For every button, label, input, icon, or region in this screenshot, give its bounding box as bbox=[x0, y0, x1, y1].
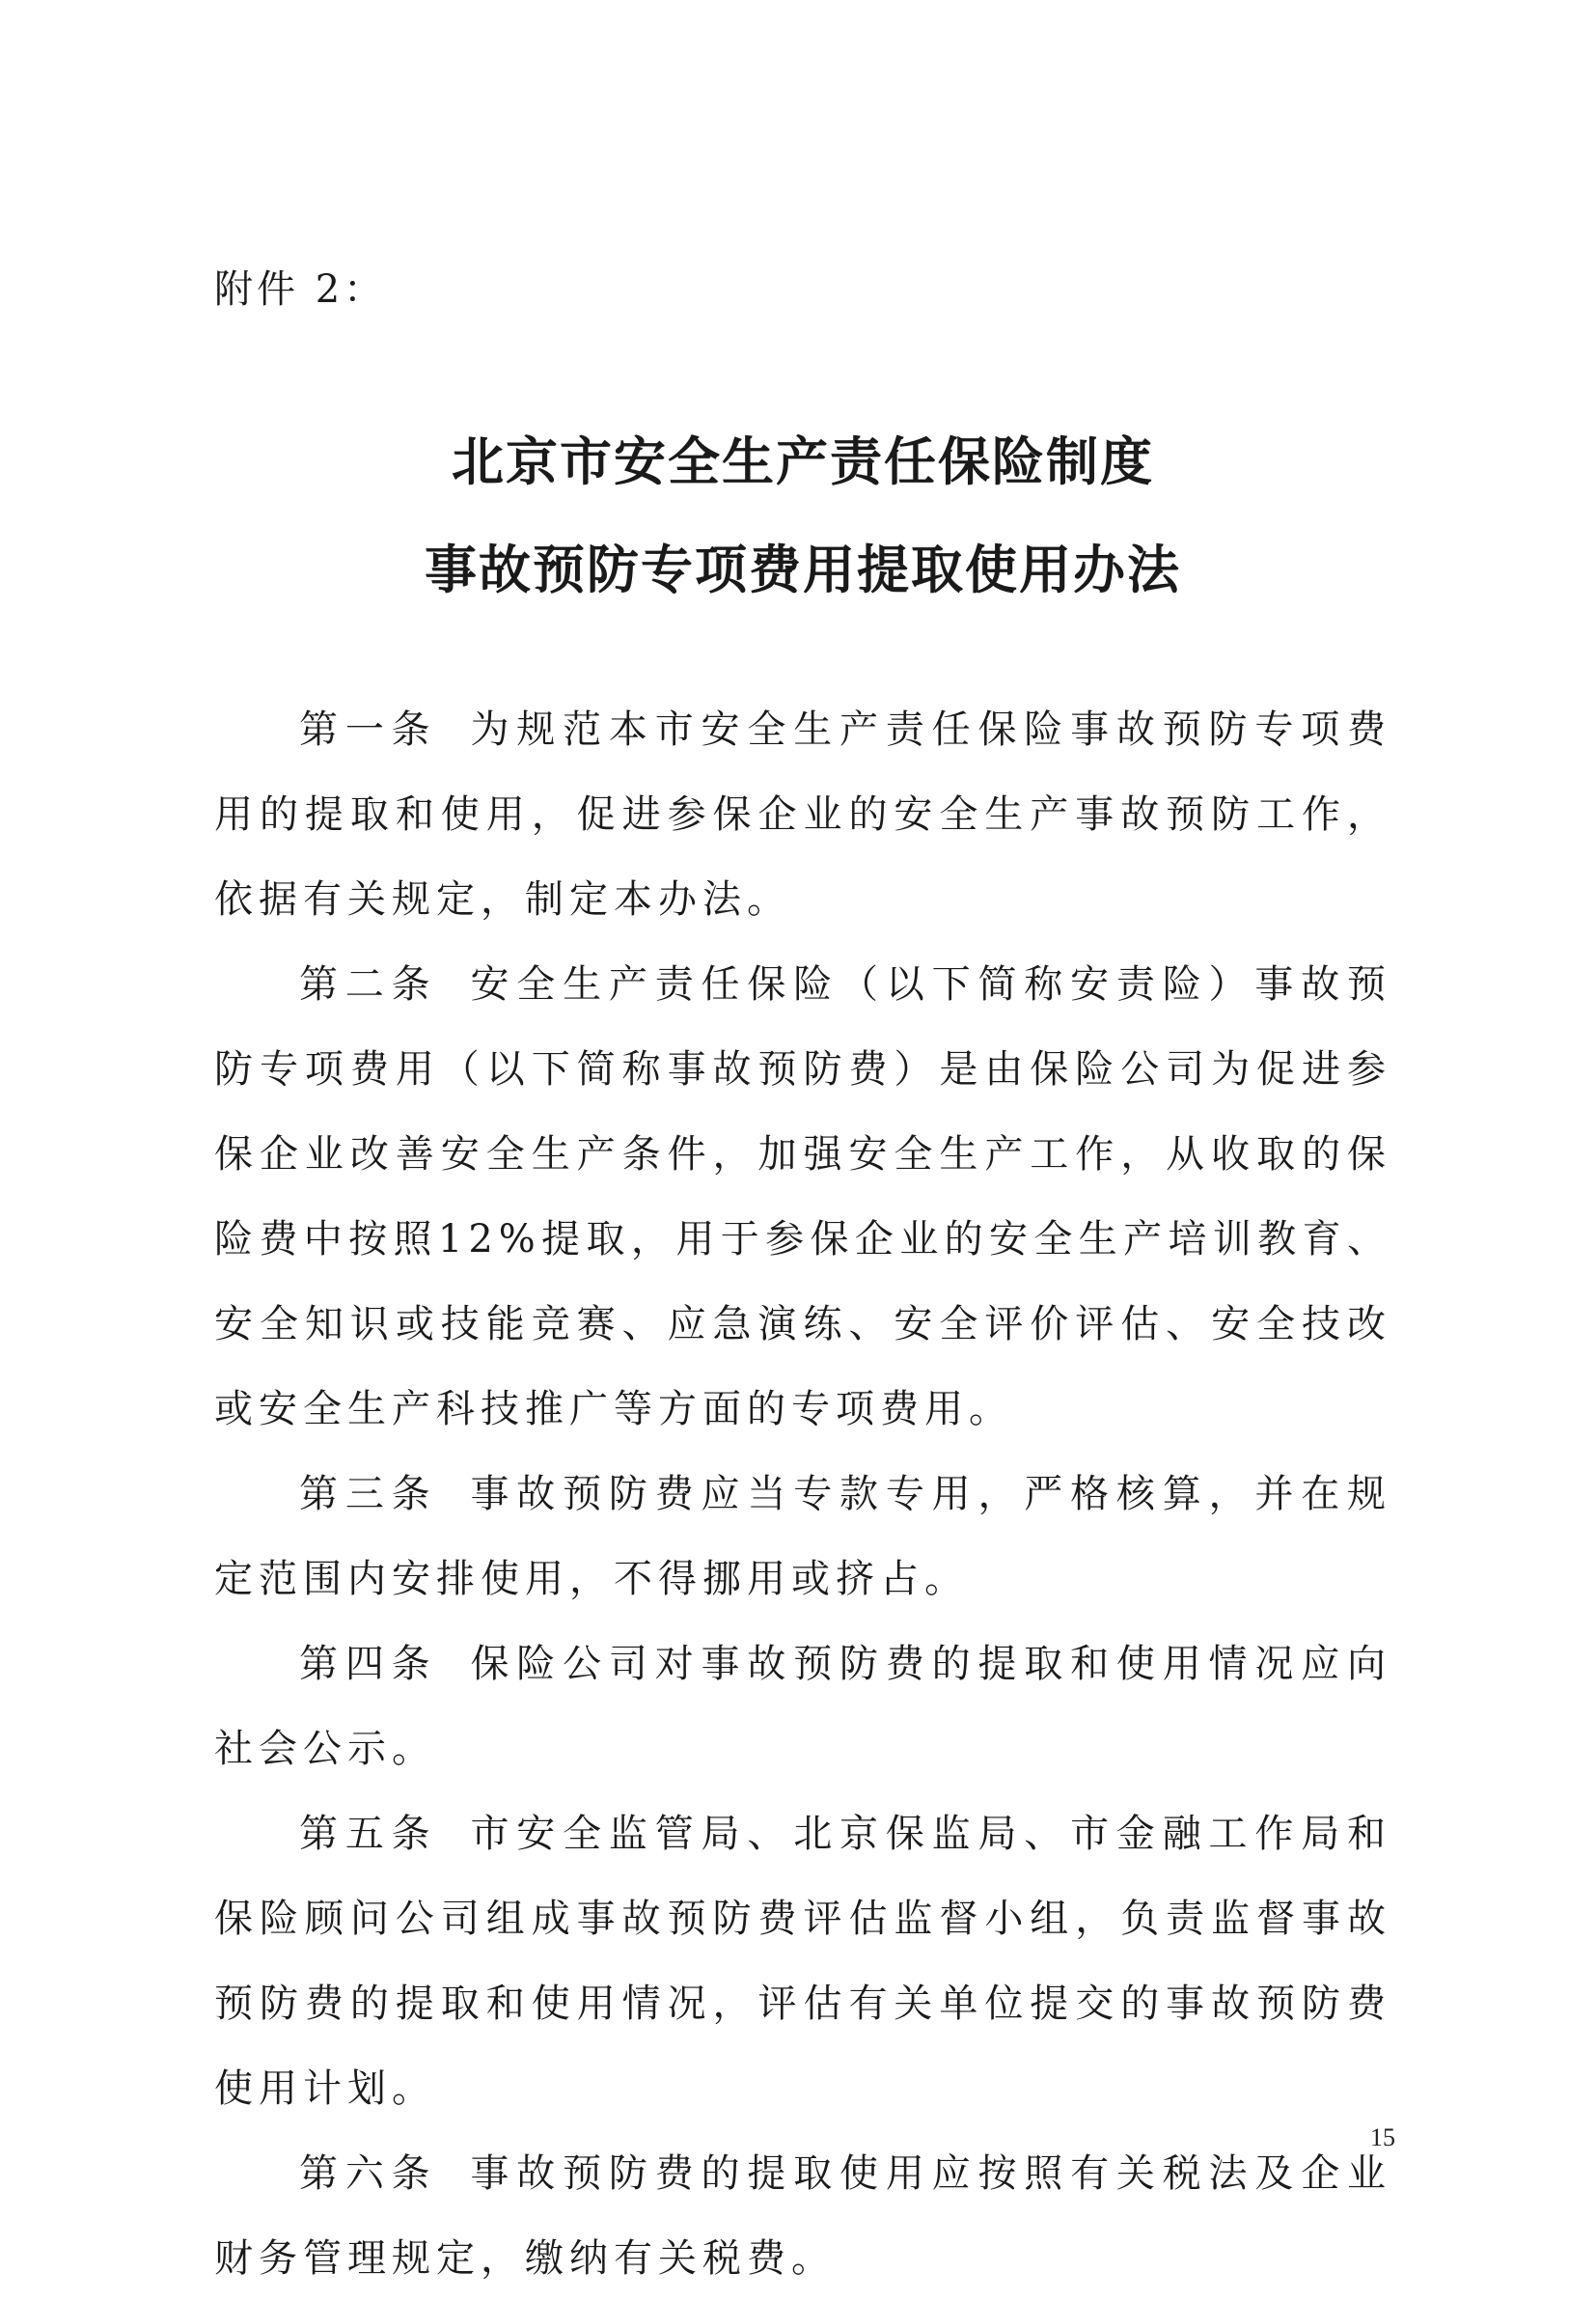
article-heading: 第三条 bbox=[299, 1472, 438, 1516]
article-heading: 第二条 bbox=[299, 962, 438, 1007]
article-text: 事故预防费的提取使用应按照有关税法及企业财务管理规定，缴纳有关税费。 bbox=[214, 2151, 1392, 2281]
attachment-label: 附件 2： bbox=[214, 267, 387, 312]
document-body bbox=[214, 687, 1391, 2301]
document-title-line-1: 北京市安全生产责任保险制度 bbox=[452, 430, 1154, 492]
article-text: 为规范本市安全生产责任保险事故预防专项费用的提取和使用，促进参保企业的安全生产事故预防工作，依据有关规定，制定本办法。 bbox=[214, 707, 1392, 922]
article-4 bbox=[214, 1622, 1391, 1791]
article-2 bbox=[214, 942, 1391, 1452]
article-3 bbox=[214, 1452, 1391, 1622]
page-number: 15 bbox=[1370, 2123, 1395, 2151]
article-text: 市安全监管局、北京保监局、市金融工作局和保险顾问公司组成事故预防费评估监督小组，负责监督事故预防费的提取和使用情况，评估有关单位提交的事故预防费使用计划。 bbox=[214, 1812, 1392, 2111]
article-1 bbox=[214, 687, 1391, 942]
article-text: 保险公司对事故预防费的提取和使用情况应向社会公示。 bbox=[214, 1642, 1392, 1771]
article-heading: 第一条 bbox=[299, 707, 438, 752]
article-text: 安全生产责任保险（以下简称安责险）事故预防专项费用（以下简称事故预防费）是由保险公司为促进参保企业改善安全生产条件，加强安全生产工作，从收取的保险费中按照12%提取，用于参保企业的安全生产培训教育、安全知识或技能竞赛、应急演练、安全评价评估、安全技改或安全生产科技推广等方面的专项费用。 bbox=[214, 962, 1392, 1431]
article-text: 事故预防费应当专款专用，严格核算，并在规定范围内安排使用，不得挪用或挤占。 bbox=[214, 1472, 1392, 1601]
article-5 bbox=[214, 1791, 1391, 2131]
article-heading: 第六条 bbox=[299, 2151, 438, 2196]
document-title-line-2: 事故预防专项费用提取使用办法 bbox=[425, 539, 1181, 600]
article-heading: 第四条 bbox=[299, 1642, 438, 1686]
article-6 bbox=[214, 2131, 1391, 2301]
article-heading: 第五条 bbox=[299, 1812, 438, 1856]
